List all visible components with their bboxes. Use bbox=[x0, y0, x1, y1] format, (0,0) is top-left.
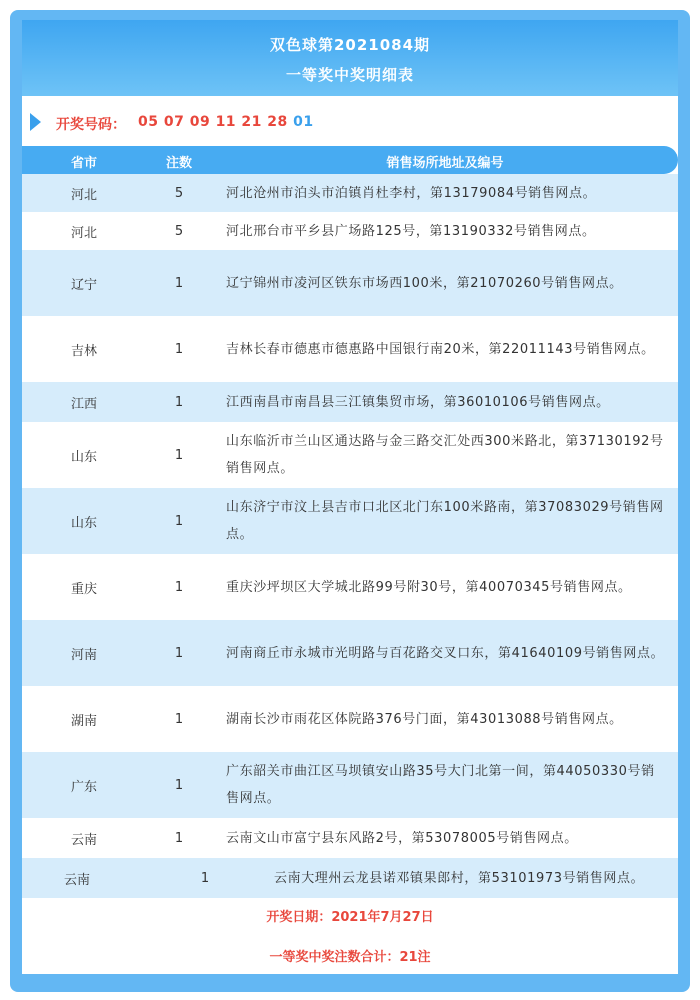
row-address: 云南文山市富宁县东风路2号，第53078005号销售网点。 bbox=[226, 830, 578, 846]
table-row bbox=[22, 858, 678, 898]
row-province: 重庆 bbox=[70, 581, 97, 597]
row-address: 湖南长沙市雨花区体院路376号门面，第43013088号销售网点。 bbox=[226, 711, 623, 727]
result-card bbox=[22, 20, 678, 974]
table-row bbox=[22, 686, 678, 752]
row-address: 辽宁锦州市凌河区铁东市场西100米，第21070260号销售网点。 bbox=[226, 275, 623, 291]
row-province: 河南 bbox=[70, 647, 97, 663]
row-address: 河北邢台市平乡县广场路125号，第13190332号销售网点。 bbox=[226, 223, 596, 239]
row-count: 1 bbox=[174, 275, 184, 291]
row-count: 1 bbox=[174, 777, 184, 793]
row-count: 1 bbox=[174, 830, 184, 846]
column-province: 省市 bbox=[70, 156, 97, 171]
row-address: 河北沧州市泊头市泊镇肖杜李村，第13179084号销售网点。 bbox=[226, 185, 597, 201]
row-count: 5 bbox=[174, 185, 184, 201]
column-address: 销售场所地址及编号 bbox=[386, 156, 504, 171]
table-row bbox=[22, 250, 678, 316]
row-count: 1 bbox=[174, 579, 184, 595]
row-province: 湖南 bbox=[70, 713, 97, 729]
row-province: 云南 bbox=[63, 872, 90, 888]
table-row bbox=[22, 488, 678, 554]
row-province: 河北 bbox=[70, 187, 97, 203]
row-province: 山东 bbox=[70, 515, 97, 531]
winning-numbers bbox=[22, 108, 678, 136]
row-province: 江西 bbox=[70, 396, 97, 412]
row-address: 山东临沂市兰山区通达路与金三路交汇处西300米路北，第37130192号销售网点。 bbox=[226, 434, 664, 476]
row-province: 山东 bbox=[70, 449, 97, 465]
blue-ball: 01 bbox=[293, 114, 314, 130]
page-title: 双色球第2021084期 bbox=[269, 36, 431, 54]
triangle-marker-icon bbox=[30, 113, 41, 131]
row-province: 吉林 bbox=[70, 343, 97, 359]
table-row bbox=[22, 818, 678, 858]
row-address: 云南大理州云龙县诺邓镇果郎村，第53101973号销售网点。 bbox=[274, 870, 645, 886]
table-row bbox=[22, 316, 678, 382]
page-subtitle: 一等奖中奖明细表 bbox=[285, 66, 414, 84]
row-count: 1 bbox=[174, 394, 184, 410]
row-count: 1 bbox=[174, 645, 184, 661]
row-count: 5 bbox=[174, 223, 184, 239]
table-column-header bbox=[22, 146, 678, 174]
table-row bbox=[22, 620, 678, 686]
draw-date: 开奖日期：2021年7月27日 bbox=[266, 910, 434, 925]
row-address: 吉林长春市德惠市德惠路中国银行南20米，第22011143号销售网点。 bbox=[226, 341, 655, 357]
row-province: 河北 bbox=[70, 225, 97, 241]
column-count: 注数 bbox=[165, 156, 192, 171]
total-winners: 一等奖中奖注数合计：21注 bbox=[269, 950, 431, 965]
red-balls: 05 07 09 11 21 28 bbox=[138, 114, 288, 130]
row-province: 辽宁 bbox=[70, 277, 97, 293]
winners-table bbox=[22, 174, 678, 898]
table-row bbox=[22, 422, 678, 488]
row-province: 广东 bbox=[70, 779, 97, 795]
row-count: 1 bbox=[174, 341, 184, 357]
row-address: 山东济宁市汶上县吉市口北区北门东100米路南，第37083029号销售网点。 bbox=[226, 500, 664, 542]
table-row bbox=[22, 382, 678, 422]
row-count: 1 bbox=[174, 447, 184, 463]
table-row bbox=[22, 752, 678, 818]
row-count: 1 bbox=[200, 870, 210, 886]
row-province: 云南 bbox=[70, 832, 97, 848]
row-address: 广东韶关市曲江区马坝镇安山路35号大门北第一间，第44050330号销售网点。 bbox=[226, 764, 655, 806]
winning-numbers-values bbox=[138, 114, 314, 130]
row-count: 1 bbox=[174, 711, 184, 727]
table-header-banner bbox=[22, 20, 678, 96]
winning-numbers-label: 开奖号码： bbox=[56, 117, 126, 133]
table-row bbox=[22, 554, 678, 620]
row-address: 江西南昌市南昌县三江镇集贸市场，第36010106号销售网点。 bbox=[226, 394, 610, 410]
table-row bbox=[22, 174, 678, 212]
row-count: 1 bbox=[174, 513, 184, 529]
row-address: 重庆沙坪坝区大学城北路99号附30号，第40070345号销售网点。 bbox=[226, 579, 632, 595]
row-address: 河南商丘市永城市光明路与百花路交叉口东，第41640109号销售网点。 bbox=[226, 645, 665, 661]
table-row bbox=[22, 212, 678, 250]
